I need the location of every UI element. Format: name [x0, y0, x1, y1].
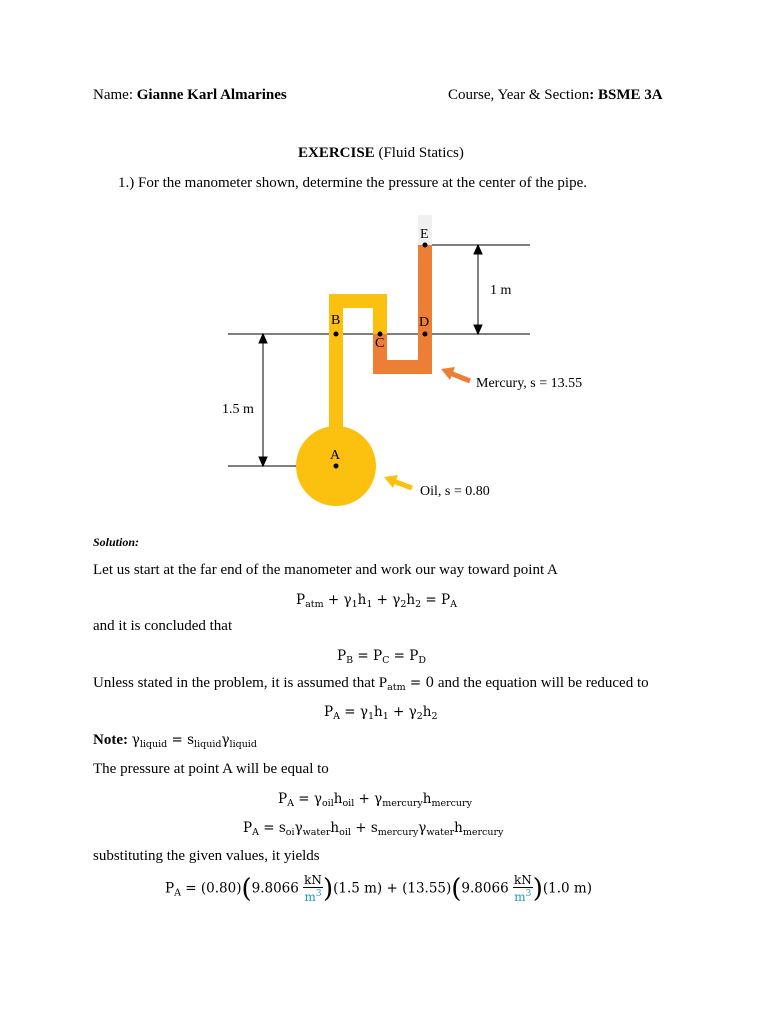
label-point-b: B [331, 313, 341, 328]
substituting-text: substituting the given values, it yields [93, 848, 320, 864]
point-d-dot [423, 332, 428, 337]
oil-pointer-arrow [384, 475, 412, 488]
solution-intro: Let us start at the far end of the manometer and work our way toward point A [93, 562, 558, 578]
exercise-subtitle: (Fluid Statics) [378, 145, 464, 161]
note-label: Note: [93, 732, 132, 748]
assume-text-b: and the equation will be reduced to [434, 675, 649, 691]
name-label: Name: [93, 87, 137, 103]
label-point-d: D [419, 315, 430, 330]
point-a-dot [334, 464, 339, 469]
problem-statement: 1.) For the manometer shown, determine the pressure at the center of the pipe. [118, 175, 588, 191]
pressure-text: The pressure at point A will be equal to [93, 761, 329, 777]
label-point-a: A [330, 448, 341, 463]
equation-3: $P_A = \gamma_1h_1 + \gamma_2h_2$ [324, 704, 438, 722]
label-oil: Oil, s = 0.80 [420, 484, 490, 499]
label-point-c: C [375, 336, 385, 351]
label-point-e: E [420, 227, 429, 242]
note-line: Note: $\gamma_{liquid} = s_{liquid}\gamma_{liquid}$ [93, 732, 257, 750]
dim-arrow-15m [259, 334, 267, 466]
equation-4: $P_A = \gamma_{oil}h_{oil} + \gamma_{mercury}h_{mercury}$ [278, 791, 472, 809]
concluded-text: and it is concluded that [93, 618, 233, 634]
oil-right-drop [373, 294, 387, 334]
name-value: Gianne Karl Almarines [136, 87, 287, 103]
mercury-pointer-arrow [441, 367, 470, 381]
label-mercury: Mercury, s = 13.55 [476, 376, 583, 391]
course-value: : BSME 3A [589, 87, 663, 103]
course-label: Course, Year & Section [448, 87, 590, 103]
label-dim-15m: 1.5 m [222, 402, 254, 417]
assume-text-a: Unless stated in the problem, it is assumed that P [93, 675, 388, 691]
point-b-dot [334, 332, 339, 337]
equation-2: $P_B = P_C = P_D$ [337, 648, 426, 666]
label-dim-1m: 1 m [490, 283, 512, 298]
equation-6: $P_A = (0.80)(9.8066$ $\frac{kN}{m^3}$ )(1.5 m) + (13.55)(9.8066 $\frac{kN}{m^3}$ )(1.0 m) [165, 873, 592, 904]
equation-5: $P_A = s_{oi}\gamma_{water}h_{oil} + s_{mercury}\gamma_{water}h_{mercury}$ [243, 820, 504, 838]
assume-text: Unless stated in the problem, it is assumed that $P_{atm} = 0$ and the equation will be reduced to [93, 675, 649, 693]
equation-1: $P_{atm} + \gamma_1h_1 + \gamma_2h_2 = P_A$ [296, 592, 457, 610]
exercise-title-bold: EXERCISE [298, 145, 375, 161]
solution-heading: Solution: [93, 535, 140, 549]
dim-arrow-1m [474, 245, 482, 334]
point-e-dot [423, 243, 428, 248]
mercury-right-leg [418, 245, 432, 374]
